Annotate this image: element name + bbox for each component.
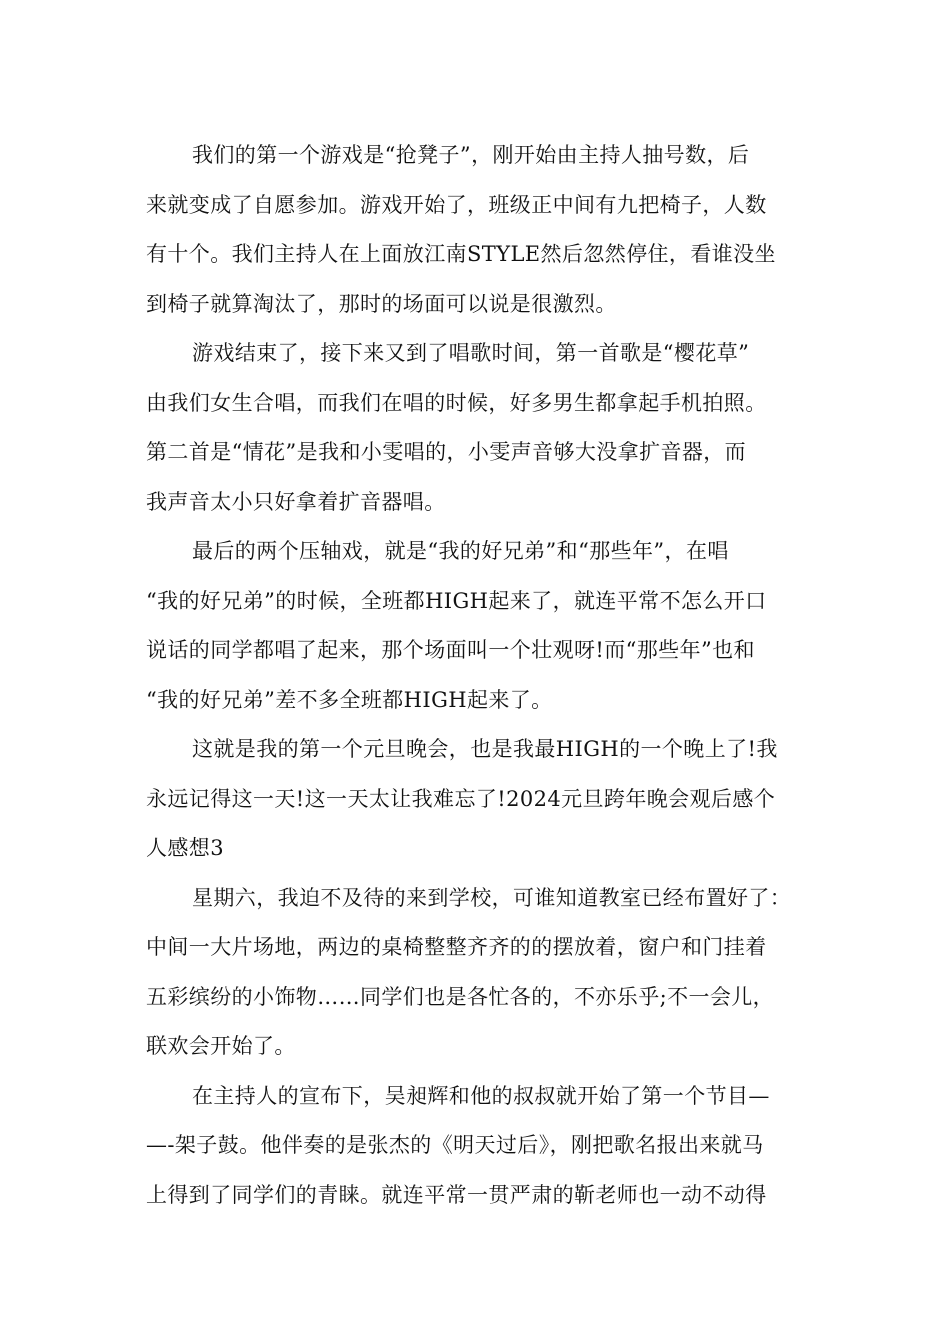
text-line: 说话的同学都唱了起来，那个场面叫一个壮观呀!而“那些年”也和 — [146, 638, 755, 662]
text-line: 来就变成了自愿参加。游戏开始了，班级正中间有九把椅子，人数 — [146, 192, 767, 217]
text-line: 我们的第一个游戏是“抢凳子”，刚开始由主持人抽号数，后 — [192, 143, 750, 167]
paragraph-conclusion — [146, 725, 810, 874]
text-line: 第二首是“情花”是我和小雯唱的，小雯声音够大没拿扩音器，而 — [146, 440, 747, 464]
text-line: 人感想3 — [146, 836, 224, 860]
text-line: 上得到了同学们的青睐。就连平常一贯严肃的靳老师也一动不动得 — [146, 1182, 767, 1207]
paragraph-singing — [146, 329, 810, 527]
text-line: 中间一大片场地，两边的桌椅整整齐齐的的摆放着，窗户和门挂着 — [146, 935, 767, 959]
text-line: 游戏结束了，接下来又到了唱歌时间，第一首歌是“樱花草” — [192, 341, 750, 365]
document-body — [146, 131, 810, 1220]
text-line: 五彩缤纷的小饰物……同学们也是各忙各的，不亦乐乎;不一会儿， — [146, 984, 775, 1009]
text-line: 到椅子就算淘汰了，那时的场面可以说是很激烈。 — [146, 291, 617, 316]
text-line: 永远记得这一天!这一天太让我难忘了!2024元旦跨年晚会观后感个 — [146, 786, 776, 811]
text-line: 我声音太小只好拿着扩音器唱。 — [146, 489, 446, 514]
text-line: 由我们女生合唱，而我们在唱的时候，好多男生都拿起手机拍照。 — [146, 390, 767, 415]
paragraph-saturday — [146, 874, 810, 1072]
text-line: “我的好兄弟”的时候，全班都HIGH起来了，就连平常不怎么开口 — [146, 588, 767, 613]
text-line: 联欢会开始了。 — [146, 1034, 296, 1058]
text-line: 这就是我的第一个元旦晚会，也是我最HIGH的一个晚上了!我 — [192, 737, 778, 761]
text-line: —-架子鼓。他伴奏的是张杰的《明天过后》，刚把歌名报出来就马 — [146, 1133, 764, 1157]
paragraph-musical-chairs — [146, 131, 810, 329]
paragraph-finale — [146, 527, 810, 725]
text-line: 最后的两个压轴戏，就是“我的好兄弟”和“那些年”，在唱 — [192, 539, 729, 563]
text-line: “我的好兄弟”差不多全班都HIGH起来了。 — [146, 687, 553, 712]
paragraph-drum-show — [146, 1072, 810, 1221]
text-line: 有十个。我们主持人在上面放江南STYLE然后忽然停住，看谁没坐 — [146, 242, 776, 266]
text-line: 星期六，我迫不及待的来到学校，可谁知道教室已经布置好了： — [192, 885, 792, 910]
text-line: 在主持人的宣布下，吴昶辉和他的叔叔就开始了第一个节目— — [192, 1083, 770, 1108]
